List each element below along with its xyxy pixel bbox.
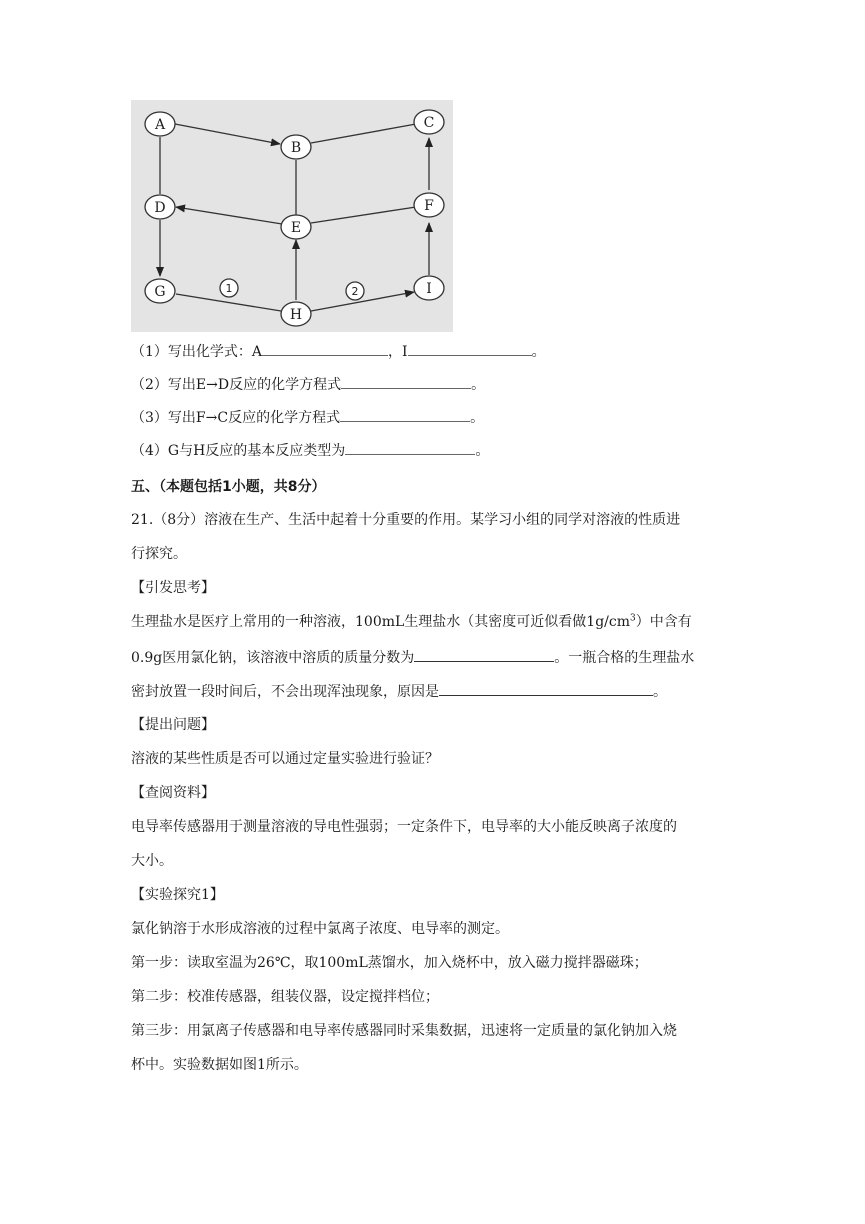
node-d: D <box>154 200 166 216</box>
edge-label-2: 2 <box>351 285 359 298</box>
reaction-diagram-svg <box>131 100 453 332</box>
edge-a-b <box>175 124 280 144</box>
node-c: C <box>423 115 435 131</box>
paragraph-saline-1: 生理盐水是医疗上常用的一种溶液，100mL生理盐水（其密度可近似看做$1g/cm^3$）中含有 <box>131 613 692 630</box>
node-a: A <box>154 117 166 133</box>
heading-experiment-1: 【实验探究1】 <box>131 887 224 903</box>
question-1: （1）写出化学式：A ，I 。 <box>131 341 546 362</box>
q21-intro-line1: 21.（8分）溶液在生产、生活中起着十分重要的作用。某学习小组的同学对溶液的性质进 <box>131 512 681 528</box>
info-line2: 大小。 <box>131 853 173 869</box>
experiment-step-1: 第一步：读取室温为26℃，取100mL蒸馏水，加入烧杯中，放入磁力搅拌器磁珠； <box>131 955 648 971</box>
section-5-title: 五、（本题包括1小题，共8分） <box>131 479 326 495</box>
q21-intro-line2: 行探究。 <box>131 546 187 562</box>
experiment-step-3-line2: 杯中。实验数据如图1所示。 <box>131 1057 308 1073</box>
question-text: 溶液的某些性质是否可以通过定量实验进行验证？ <box>131 751 439 767</box>
node-h: H <box>289 307 303 323</box>
edge-b-c <box>311 124 416 143</box>
node-b: B <box>290 140 302 156</box>
answer-blank-f-c[interactable] <box>340 407 470 422</box>
node-f: F <box>424 198 434 214</box>
answer-blank-reason[interactable] <box>439 681 653 696</box>
node-e: E <box>290 220 302 236</box>
node-g: G <box>154 284 166 300</box>
answer-blank-a[interactable] <box>262 341 388 356</box>
paragraph-saline-3: 密封放置一段时间后，不会出现浑浊现象，原因是 。 <box>131 681 667 702</box>
experiment-step-2: 第二步：校准传感器，组装仪器，设定搅拌档位； <box>131 989 439 1005</box>
heading-info: 【查阅资料】 <box>131 785 215 801</box>
edge-e-f <box>311 207 416 223</box>
paragraph-saline-2: 0.9g医用氯化钠，该溶液中溶质的质量分数为 。一瓶合格的生理盐水 <box>131 647 694 668</box>
reaction-diagram <box>131 100 453 332</box>
experiment-1-desc: 氯化钠溶于水形成溶液的过程中氯离子浓度、电导率的测定。 <box>131 921 509 937</box>
question-2: （2）写出E→D反应的化学方程式 。 <box>131 374 485 395</box>
edge-label-1: 1 <box>225 282 233 295</box>
question-4: （4）G与H反应的基本反应类型为 。 <box>131 440 489 461</box>
answer-blank-e-d[interactable] <box>341 374 471 389</box>
info-line1: 电导率传感器用于测量溶液的导电性强弱；一定条件下，电导率的大小能反映离子浓度的 <box>131 819 677 835</box>
answer-blank-reaction-type[interactable] <box>345 440 475 455</box>
heading-think: 【引发思考】 <box>131 580 215 596</box>
experiment-step-3-line1: 第三步：用氯离子传感器和电导率传感器同时采集数据，迅速将一定质量的氯化钠加入烧 <box>131 1023 677 1039</box>
answer-blank-mass-fraction[interactable] <box>414 647 554 662</box>
question-3: （3）写出F→C反应的化学方程式 。 <box>131 407 484 428</box>
heading-question: 【提出问题】 <box>131 717 215 733</box>
answer-blank-i[interactable] <box>408 341 532 356</box>
node-i: I <box>426 281 432 297</box>
edge-e-d <box>176 207 282 224</box>
